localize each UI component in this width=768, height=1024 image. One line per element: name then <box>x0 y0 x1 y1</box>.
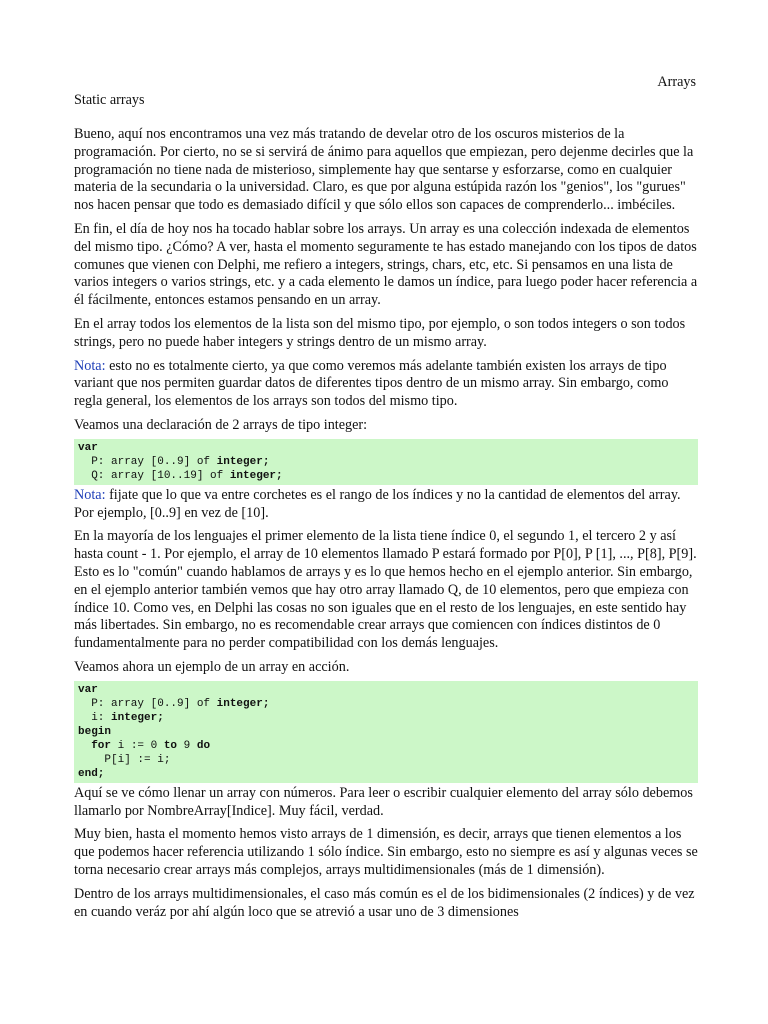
code-text <box>78 740 91 752</box>
note-variant <box>74 358 698 411</box>
paragraph-same-type: En el array todos los elementos de la lista son del mismo tipo, por ejemplo, o son todos integers o son todos strings, pero no puede haber integers y strings dentro de un mismo array. <box>74 315 686 350</box>
document-body <box>74 126 698 927</box>
code-text: Q: array [10..19] of <box>78 469 230 482</box>
note-label: Nota: <box>74 357 106 374</box>
paragraph-dimensions: Muy bien, hasta el momento hemos visto arrays de 1 dimensión, es decir, arrays que tienen elementos a los que podemos hacer referencia utilizando 1 sólo índice. Sin embargo, esto no siempre es así y algunas veces se torna necesario crear arrays más complejos, arrays multidimensionales (más de 1 dimensión). <box>74 826 698 878</box>
code-keyword: do <box>196 739 211 752</box>
code-keyword: var <box>78 683 98 696</box>
paragraph-intro: Bueno, aquí nos encontramos una vez más tratando de develar otro de los oscuros misterios de la programación. Por cierto, no se si servirá de ánimo para aquellos que empiezan, pero dejenme decirles que la programación no tiene nada de misterioso, simplemente hay que sentarse y esforzarse, como en cualquier materia de la secundaria o la universidad. Claro, es que por alguna estúpida razón los "genios", los "gurues" nos hacen pensar que todo es demasiado difícil y que sólo ellos son capaces de comprenderlo... imbéciles. <box>74 126 694 214</box>
paragraph-fill-array: Aquí se ve cómo llenar un array con números. Para leer o escribir cualquier elemento del array sólo debemos llamarlo por NombreArray[Indice]. Muy fácil, verdad. <box>74 784 693 819</box>
code-keyword: integer; <box>111 711 164 724</box>
code-text: 9 <box>177 739 197 752</box>
note-index-range <box>74 487 698 523</box>
code-keyword: integer; <box>216 455 270 468</box>
section-title: Static arrays <box>74 92 145 108</box>
code-text: P: array [0..9] of <box>78 697 217 710</box>
code-text: i: <box>78 711 112 724</box>
paragraph-declaration-intro: Veamos una declaración de 2 arrays de tipo integer: <box>74 416 368 433</box>
code-keyword: var <box>78 441 98 454</box>
code-keyword: begin <box>78 725 112 738</box>
code-block-declaration <box>74 439 698 485</box>
paragraph-index-start: En la mayoría de los lenguajes el primer elemento de la lista tiene índice 0, el segundo 1, el tercero 2 y así hasta count - 1. Por ejemplo, el array de 10 elementos llamado P estará formado por P[0], P [1], ..., P[8], P[9]. Esto es lo "común" cuando hablamos de arrays y es lo que hemos hecho en el ejemplo anterior. Sin embargo, en el ejemplo anterior también vemos que hay otro array llamado Q, de 10 elementos, pero que empieza con índice 10. Como ves, en Delphi las cosas no son iguales que en el resto de los lenguajes, en este sentido hay más libertades. Sin embargo, no es recomendable crear arrays que comiencen con índices distintos de 0 fundamentalmente para no perder compatibilidad con los demás lenguajes. <box>74 528 697 652</box>
code-text: P: array [0..9] of <box>78 455 217 468</box>
code-keyword: end; <box>78 767 105 780</box>
note-text: esto no es totalmente cierto, ya que como veremos más adelante también existen los arrays de tipo variant que nos permiten guardar datos de diferentes tipos dentro de un mismo array. Sin embargo, como regla general, los elementos de los arrays son todos del mismo tipo. <box>74 357 669 410</box>
code-keyword: integer; <box>216 697 270 710</box>
paragraph-example-intro: Veamos ahora un ejemplo de un array en acción. <box>74 658 350 675</box>
code-block-example <box>74 681 698 783</box>
page-header-title: Arrays <box>657 74 696 90</box>
paragraph-multidimensional: Dentro de los arrays multidimensionales, el caso más común es el de los bidimensionales (2 índices) y de vez en cuando veráz por ahí algún loco que se atrevió a usar uno de 3 dimensiones <box>74 885 695 920</box>
code-keyword: for <box>91 739 112 752</box>
note-text: fijate que lo que va entre corchetes es el rango de los índices y no la cantidad de elementos del array. Por ejemplo, [0..9] en vez de [10]. <box>74 486 681 521</box>
paragraph-arrays-definition: En fin, el día de hoy nos ha tocado hablar sobre los arrays. Un array es una colección indexada de elementos del mismo tipo. ¿Cómo? A ver, hasta el momento seguramente te has estado manejando con los tipos de datos comunes que vienen con Delphi, me refiero a integers, strings, chars, etc, etc. Si pensamos en una lista de varios integers o varios strings, etc. y a cada elemento le damos un índice, para luego poder hacer referencia a él fácilmente, entonces estamos pensando en un array. <box>74 220 698 309</box>
code-keyword: to <box>163 739 178 752</box>
code-text: P[i] := i; <box>78 753 171 766</box>
code-keyword: integer; <box>229 469 283 482</box>
note-label: Nota: <box>74 486 106 503</box>
code-text: i := 0 <box>111 739 164 752</box>
